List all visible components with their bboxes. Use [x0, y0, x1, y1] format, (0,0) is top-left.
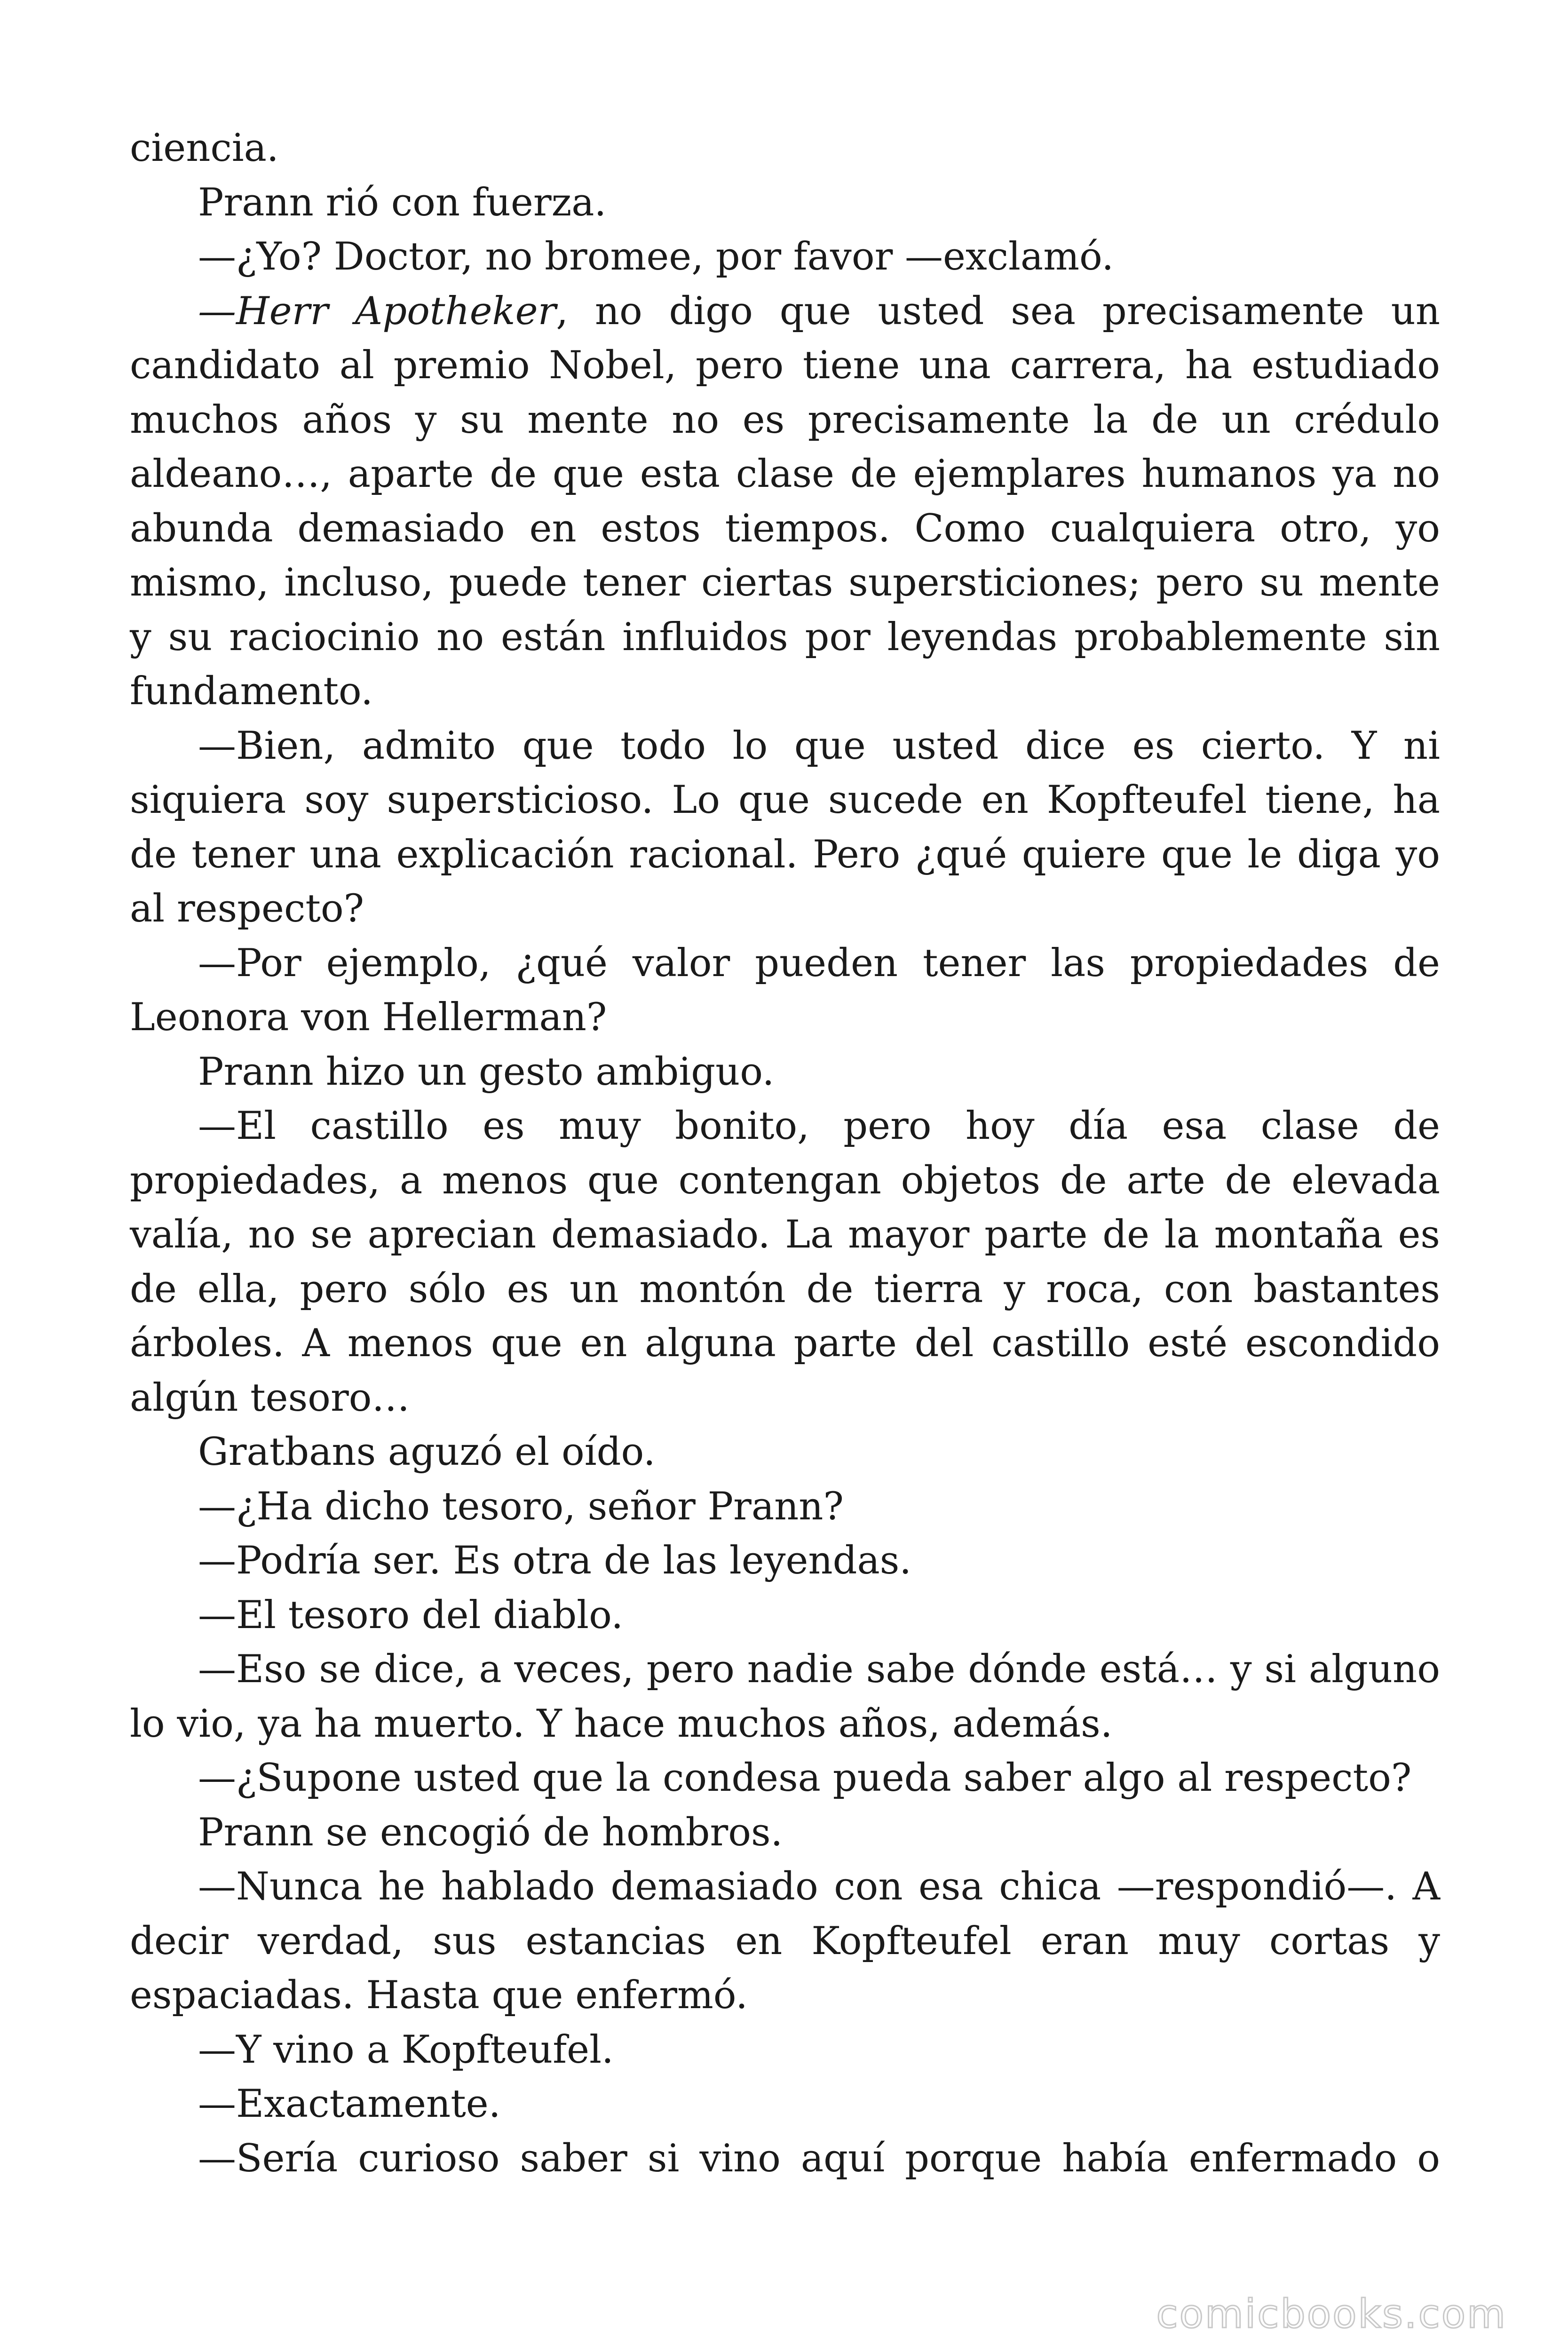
paragraph-text: Prann se encogió de hombros. [198, 1810, 783, 1855]
paragraph [130, 2023, 1440, 2078]
paragraph-text: —Nunca he hablado demasiado con esa chica —respondió—. A decir verdad, sus estancias en Kopfteufel eran muy cortas y espaciadas. Hasta que enfermó. [130, 1865, 1440, 2018]
paragraph-text: Prann hizo un gesto ambiguo. [198, 1049, 775, 1094]
paragraph [130, 1045, 1440, 1100]
paragraph-text: —Eso se dice, a veces, pero nadie sabe dónde está… y si alguno lo vio, ya ha muerto. Y hace muchos años, además. [130, 1647, 1440, 1746]
italic-phrase: —Herr Apotheker [198, 289, 556, 334]
paragraph-text: —¿Supone usted que la condesa pueda saber algo al respecto? [198, 1756, 1412, 1800]
paragraph-text: —¿Yo? Doctor, no bromee, por favor —exclamó. [198, 235, 1114, 279]
paragraph [130, 1099, 1440, 1425]
paragraph-text: —Podría ser. Es otra de las leyendas. [198, 1539, 912, 1583]
paragraph-text: —Bien, admito que todo lo que usted dice es cierto. Y ni siquiera soy supersticioso. Lo que sucede en Kopfteufel tiene, ha de tener una explicación racional. Pero ¿qué quiere que le diga yo al respecto? [130, 723, 1440, 931]
paragraph [130, 1860, 1440, 2023]
paragraph [130, 230, 1440, 285]
paragraph [130, 1806, 1440, 1860]
paragraph-text: —El tesoro del diablo. [198, 1593, 624, 1637]
paragraph [130, 1534, 1440, 1589]
paragraph [130, 719, 1440, 937]
paragraph [130, 1589, 1440, 1643]
paragraph [130, 1425, 1440, 1480]
paragraph [130, 2077, 1440, 2132]
paragraph-text: ciencia. [130, 126, 279, 170]
paragraph-text: —El castillo es muy bonito, pero hoy día esa clase de propiedades, a menos que contengan objetos de arte de elevada valía, no se aprecian demasiado. La mayor parte de la montaña es de ella, pero sólo es un montón de tierra y roca, con bastantes árboles. A menos que en alguna parte del castillo esté escondido algún tesoro… [130, 1104, 1440, 1420]
paragraph-text: —Sería curioso saber si vino aquí porque había enfermado o [198, 2136, 1440, 2181]
paragraph [130, 2132, 1440, 2186]
paragraph-text: , no digo que usted sea precisamente un candidato al premio Nobel, pero tiene una carrera, ha estudiado muchos años y su mente no es precisamente la de un crédulo aldeano…, aparte de que esta clase de ejemplares humanos ya no abunda demasiado en estos tiempos. Como cualquiera otro, yo mismo, incluso, puede tener ciertas supersticiones; pero su mente y su raciocinio no están influidos por leyendas probablemente sin fundamento. [130, 289, 1440, 714]
paragraph-text: —Por ejemplo, ¿qué valor pueden tener las propiedades de Leonora von Hellerman? [130, 941, 1440, 1040]
paragraph [130, 1480, 1440, 1534]
paragraph [130, 1751, 1440, 1806]
paragraph [130, 285, 1440, 719]
paragraph-text: —Exactamente. [198, 2082, 501, 2126]
paragraph-text: —Y vino a Kopfteufel. [198, 2027, 614, 2072]
watermark: comicbooks.com [1156, 2291, 1507, 2337]
paragraph-text: Prann rió con fuerza. [198, 180, 607, 225]
paragraph-text: —¿Ha dicho tesoro, señor Prann? [198, 1484, 844, 1529]
paragraph [130, 1643, 1440, 1751]
page-text [130, 121, 1440, 2186]
paragraph [130, 121, 1440, 176]
paragraph [130, 176, 1440, 230]
paragraph [130, 937, 1440, 1045]
paragraph-text: Gratbans aguzó el oído. [198, 1430, 656, 1474]
